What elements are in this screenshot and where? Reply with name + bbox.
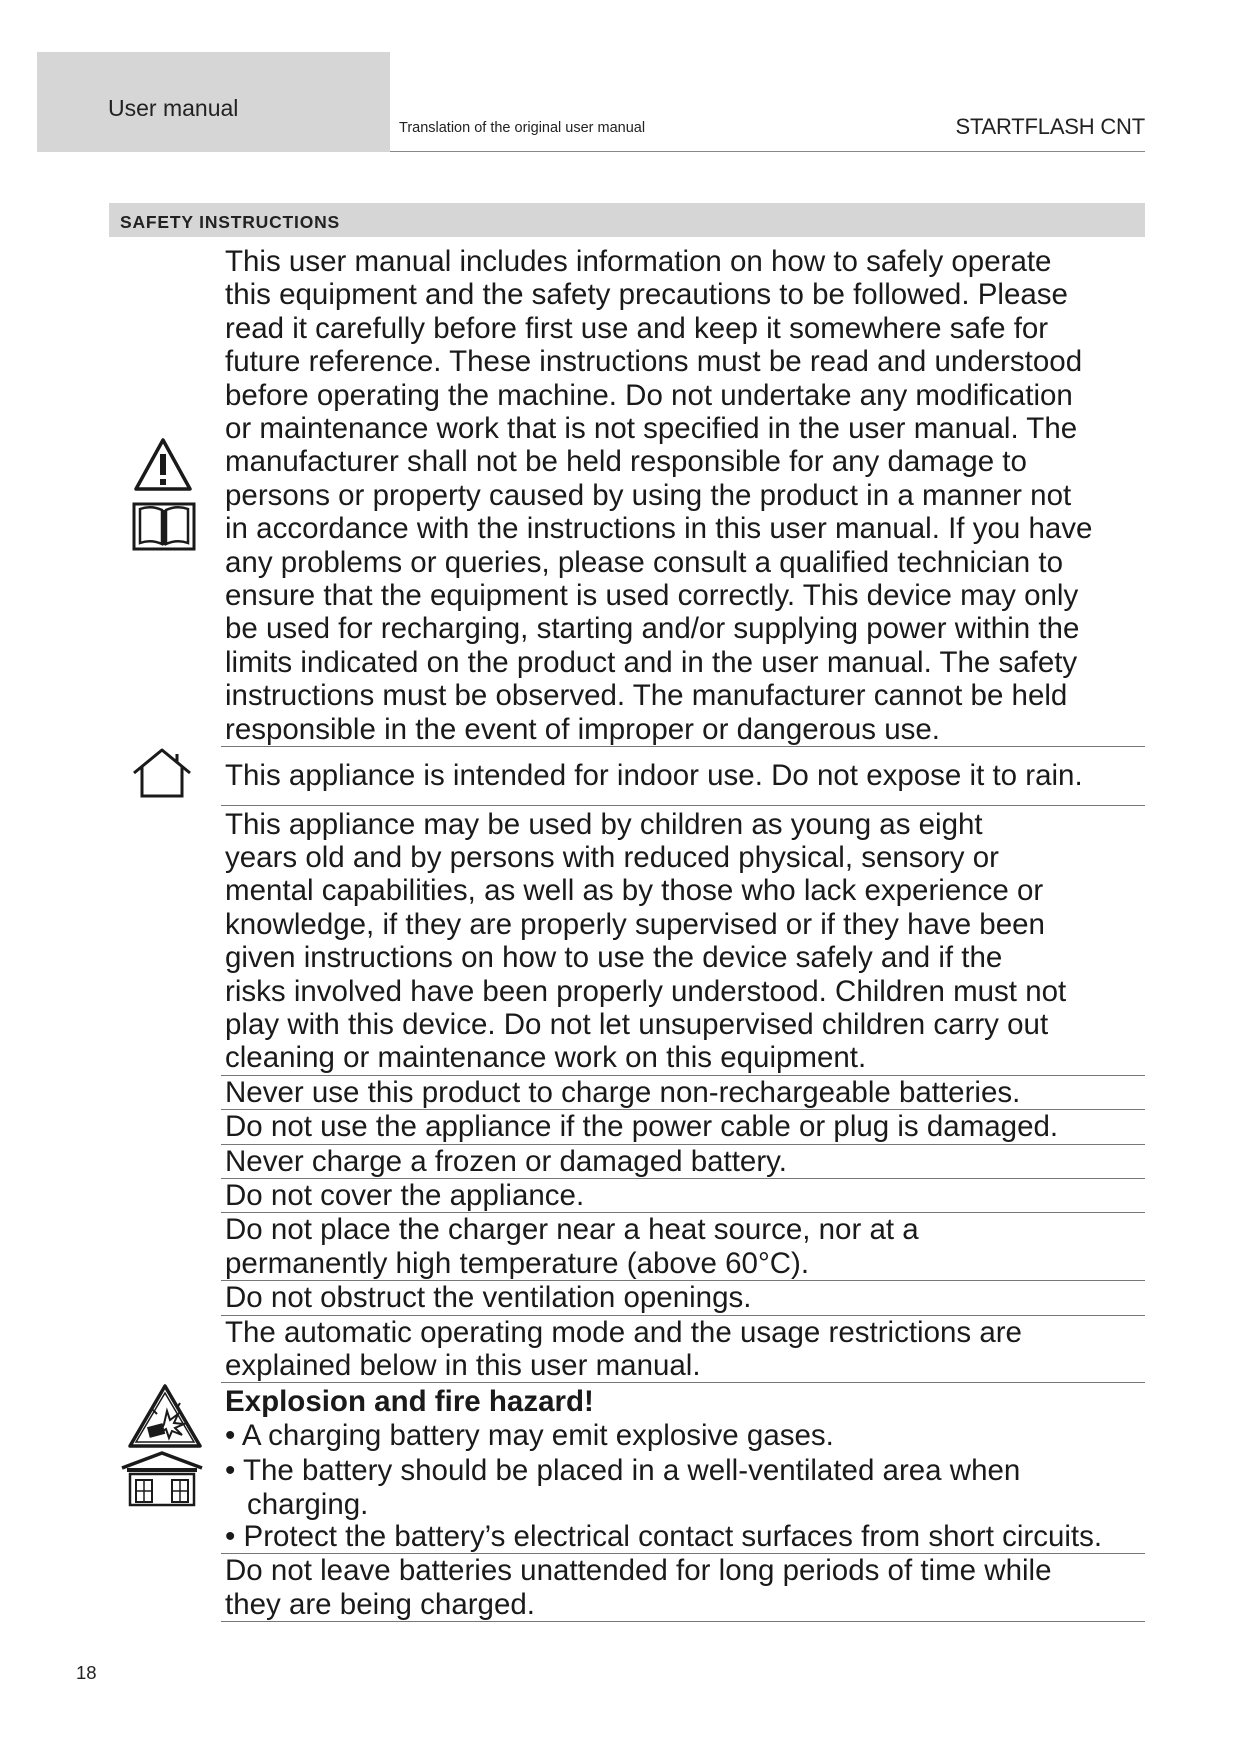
- text-line: any problems or queries, please consult a qualified technician to: [225, 545, 1063, 579]
- bullet-item: • Protect the battery’s electrical contact surfaces from short circuits.: [225, 1520, 1103, 1554]
- explosion-title: Explosion and fire hazard!: [225, 1385, 594, 1419]
- text-line: be used for recharging, starting and/or supplying power within the: [225, 612, 1080, 646]
- text-line: permanently high temperature (above 60°C).: [225, 1246, 810, 1280]
- text-line: Do not cover the appliance.: [225, 1178, 585, 1212]
- text-line: this equipment and the safety precautions to be followed. Please: [225, 278, 1068, 312]
- text-line: risks involved have been properly understood. Children must not: [225, 974, 1067, 1008]
- indoor-use-block: [221, 747, 1145, 805]
- rule-block: [221, 1076, 1145, 1110]
- explosion-block: [221, 1383, 1145, 1554]
- children-block: [221, 806, 1145, 1076]
- text-line: limits indicated on the product and in the user manual. The safety: [225, 645, 1078, 679]
- text-line: Never use this product to charge non-rechargeable batteries.: [225, 1075, 1021, 1109]
- text-line: Do not obstruct the ventilation openings.: [225, 1281, 752, 1315]
- text-line: play with this device. Do not let unsupervised children carry out: [225, 1007, 1049, 1041]
- section-title: SAFETY INSTRUCTIONS: [120, 212, 341, 232]
- header-subtitle: Translation of the original user manual: [399, 120, 646, 136]
- safety-content: [221, 245, 1145, 1622]
- text-line: The automatic operating mode and the usage restrictions are: [225, 1315, 1022, 1349]
- rule-block: [221, 1110, 1145, 1144]
- text-line: This appliance is intended for indoor use. Do not expose it to rain.: [225, 759, 1083, 793]
- text-line: in accordance with the instructions in this user manual. If you have: [225, 512, 1093, 546]
- explosion-hazard-icon: [127, 1383, 203, 1449]
- text-line: Do not place the charger near a heat source, nor at a: [225, 1213, 919, 1247]
- header-model: STARTFLASH CNT: [955, 114, 1145, 139]
- text-line: This user manual includes information on how to safely operate: [225, 245, 1052, 278]
- text-line: read it carefully before first use and keep it somewhere safe for: [225, 311, 1049, 345]
- ventilated-area-icon: [120, 1450, 204, 1508]
- text-line: cleaning or maintenance work on this equipment.: [225, 1041, 867, 1075]
- text-line: years old and by persons with reduced physical, sensory or: [225, 840, 999, 874]
- heat-block: [221, 1213, 1145, 1281]
- text-line: This appliance may be used by children as young as eight: [225, 807, 983, 841]
- text-line: responsible in the event of improper or dangerous use.: [225, 712, 940, 746]
- text-line: explained below in this user manual.: [225, 1349, 701, 1382]
- text-line: persons or property caused by using the product in a manner not: [225, 478, 1072, 512]
- indoor-use-house-icon: [131, 746, 193, 798]
- text-line: they are being charged.: [225, 1587, 535, 1621]
- text-line: future reference. These instructions must be read and understood: [225, 345, 1083, 379]
- rule-block: [221, 1281, 1145, 1315]
- intro-block: [221, 245, 1145, 747]
- unattended-block: [221, 1554, 1145, 1622]
- header-title: User manual: [108, 95, 239, 121]
- header-divider: [390, 151, 1145, 152]
- text-line: Do not use the appliance if the power cable or plug is damaged.: [225, 1110, 1059, 1144]
- text-line: ensure that the equipment is used correctly. This device may only: [225, 579, 1079, 613]
- warning-icon: [133, 437, 193, 493]
- text-line: manufacturer shall not be held responsible for any damage to: [225, 445, 1027, 479]
- page-number: 18: [76, 1662, 97, 1683]
- text-line: given instructions on how to use the device safely and if the: [225, 941, 1003, 975]
- rule-block: [221, 1145, 1145, 1179]
- bullet-item: • The battery should be placed in a well-ventilated area when charging.: [225, 1454, 1021, 1521]
- text-line: instructions must be observed. The manufacturer cannot be held: [225, 679, 1068, 713]
- bullet-item: • A charging battery may emit explosive gases.: [225, 1418, 834, 1452]
- text-line: mental capabilities, as well as by those who lack experience or: [225, 874, 1044, 908]
- text-line: Do not leave batteries unattended for long periods of time while: [225, 1554, 1052, 1588]
- text-line: or maintenance work that is not specified in the user manual. The: [225, 412, 1078, 446]
- auto-mode-block: [221, 1316, 1145, 1384]
- text-line: Never charge a frozen or damaged battery.: [225, 1144, 787, 1178]
- text-line: before operating the machine. Do not undertake any modification: [225, 378, 1073, 412]
- text-line: knowledge, if they are properly supervised or if they have been: [225, 907, 1045, 941]
- read-manual-icon: [131, 500, 197, 552]
- rule-block: [221, 1179, 1145, 1213]
